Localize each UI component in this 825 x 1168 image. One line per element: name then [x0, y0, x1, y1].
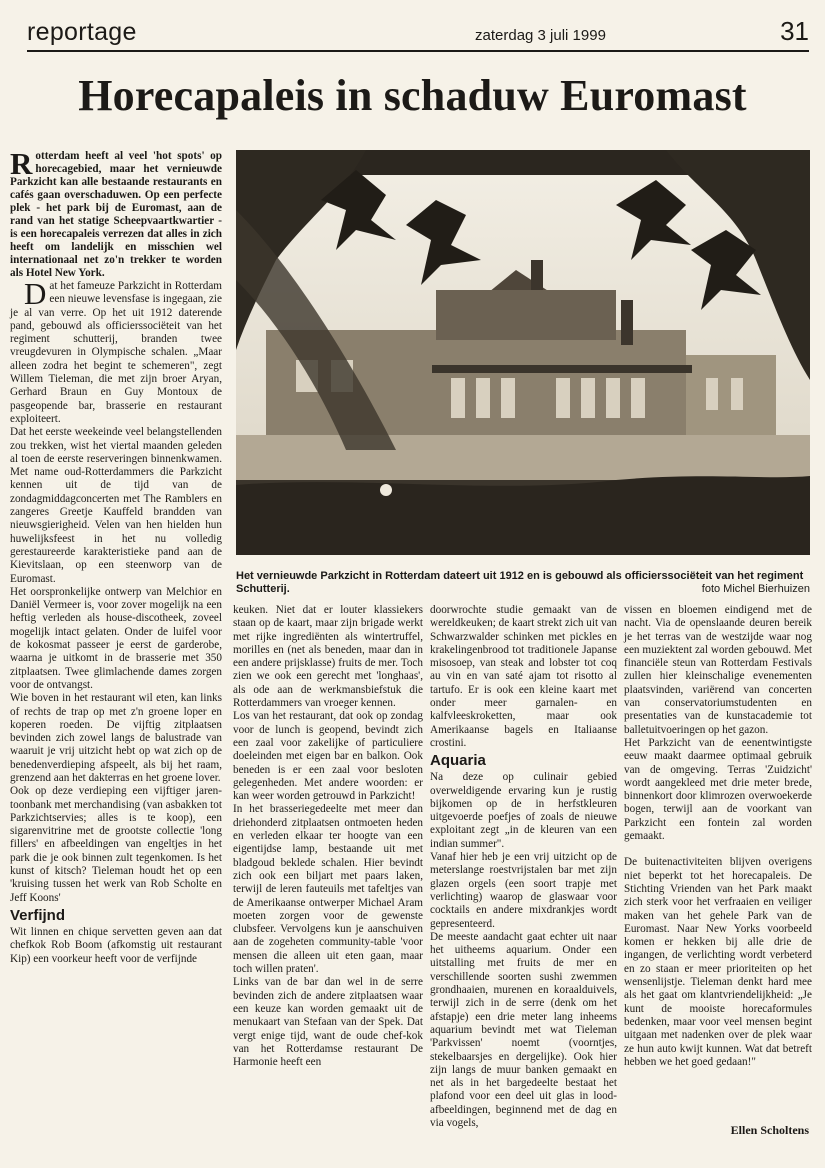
column-4: [624, 604, 812, 1069]
photo-credit: foto Michel Bierhuizen: [701, 583, 810, 595]
body-paragraph: De meeste aandacht gaat echter uit naar het uitheems aquarium. Onder een uitstalling met fruits de mer en verschillende soorten sushi zwemmen grondhaaien, murenen en koraalduivels, terwijl zich in de serre (denk om het afstapje) een drie meter lang inheems aquarium bevindt met wat Tieleman 'Parkvissen' noemt (voorntjes, stekelbaarsjes en dergelijke). Ook hier zijn langs de muur banken gemaakt en net als in het bargedeelte bestaat het plafond voor een deel uit glas in lood-afbeeldingen, beginnend met de dag en via vogels,: [430, 930, 617, 1129]
intro-paragraph: Rotterdam heeft al veel 'hot spots' op horecagebied, maar het vernieuwde Parkzicht kan alle bestaande restaurants en cafés gaan overschaduwen. Op een perfecte plek - het park bij de Euromast, aan de rand van het statige Scheepvaartkwartier - is een horecapaleis verrezen dat alles in zich heeft om landelijk en misschien wel internationaal net zo'n trekker te worden als Hotel New York.: [10, 146, 222, 279]
intro-dropcap: R: [10, 146, 33, 181]
column-1: [10, 146, 222, 966]
body-paragraph: Dat het fameuze Parkzicht in Rotterdam een nieuwe levensfase is ingegaan, zie je al van verre. Op het uit 1912 daterende pand, gebouwd als officierssociëteit van het regiment schutterij, branden twee vreugdevuren in Olympische schalen. „Maar alleen zodra het begint te schemeren", zegt Willem Tieleman, die met zijn broer Aryan, Gerhard Braun en Guy Montoux de pasgeopende bar, brasserie en restaurant exploiteert.: [10, 276, 222, 425]
page-number: 31: [780, 16, 809, 46]
subheading-verfijnd: Verfijnd: [10, 906, 66, 924]
body-paragraph: Wit linnen en chique servetten geven aan dat chefkok Rob Boom (afkomstig uit restaurant Kip) een voorkeur heeft voor de verfijnde: [10, 925, 222, 965]
body-paragraph: Na deze op culinair gebied overweldigende ervaring kun je rustig bijkomen op de in herfstkleuren uitgevoerde poefjes of zoals de nieuwe exploitant zegt „in de kleuren van een indian summer".: [430, 771, 617, 850]
section-label: reportage: [27, 18, 137, 46]
author-signature: Ellen Scholtens: [730, 1123, 809, 1137]
subheading-aquaria: Aquaria: [430, 752, 486, 770]
body-paragraph: Dat het eerste weekeinde veel belangstellenden zou trekken, wist het viertal maanden geleden al toen de eerste reserveringen binnenkwamen. Met name oud-Rotterdammers die Parkzicht kennen uit de tijd van de zondagmiddagconcerten met The Ramblers en zangeres Greetje Kauffeld brandden van nieuwsgierigheid. Velen van hen hielden hun huwelijksfeest in het nu volledig gerestaureerde karakteristieke pand aan de Kievitslaan, op een steenworp van de Euromast.: [10, 426, 222, 585]
page-header: [27, 14, 809, 52]
parkzicht-building-photo: [236, 150, 810, 555]
column-2: [233, 604, 423, 1069]
body-dropcap: D: [24, 276, 47, 311]
body-paragraph: Wie boven in het restaurant wil eten, kan links of rechts de trap op met z'n groene loper en koperen roeden. De vijftig zitplaatsen bevinden zich zowel langs de balustrade van waaruit je vrij uitzicht hebt op wat zich op de benedenverdieping afspeelt, als bij het raam, grenzend aan het dakterras en het groene lover.: [10, 692, 222, 784]
body-paragraph: Links van de bar dan wel in de serre bevinden zich de andere zitplaatsen waar een keuze kan worden gemaakt uit de menukaart van Stefaan van der Spek. Dat vergt enige tijd, want de oude chef-kok van het Rotterdamse restaurant De Harmonie heeft een: [233, 976, 423, 1069]
body-paragraph: vissen en bloemen eindigend met de nacht. Via de openslaande deuren bereik je het terras van de westzijde waar nog een muziektent zal worden gebouwd. Met financiële steun van Rotterdam Festivals zullen hier kleinschalige evenementen plaatsvinden, variërend van concerten van conservatoriumstudenten en presentaties van de kunstacademie tot balletuitvoeringen op het gazon.: [624, 604, 812, 736]
body-paragraph: De buitenactiviteiten blijven overigens niet beperkt tot het horecapaleis. De Stichting Vrienden van het Park maakt zich sterk voor het verfraaien en veiliger maken van het gehele Park van de Euromast. Naar New Yorks voorbeeld komen er hekken bij alle drie de ingangen, de verlichting wordt verbeterd en zo staan er meer prioriteiten op het wensenlijstje. Tieleman denkt hard mee als het gaat om klantvriendelijkheid: „Je kunt de mooiste horecaformules bedenken, maar voor veel mensen begint uitgaan met nadenken over de plek waar ze hun auto kwijt kunnen. Wat dat betreft hebben we het goed gedaan!": [624, 856, 812, 1068]
body-paragraph: Los van het restaurant, dat ook op zondag voor de lunch is geopend, bevindt zich een zaal voor zakelijke of particuliere doeleinden met eigen bar en balkon. Ook beneden is er een zaal voor besloten gelegenheden. Met andere woorden: er kan weer worden getrouwd in Parkzicht!: [233, 710, 423, 803]
article-headline: Horecapaleis in schaduw Euromast: [78, 71, 747, 120]
column-3: [430, 604, 617, 1130]
article-photo: [236, 150, 810, 555]
body-paragraph: Het oorspronkelijke ontwerp van Melchior en Daniël Vermeer is, voor zover mogelijk na een heftig verleden als house-discotheek, zoveel mogelijk intact gelaten. Onder de luifel voor de kokosmat passeer je eerst de garderobe, waarna je uitkomt in de brasserie met 350 zitplaatsen. Twee glimlachende dames zorgen voor de ontvangst.: [10, 585, 222, 691]
photo-caption: Het vernieuwde Parkzicht in Rotterdam dateert uit 1912 en is gebouwd als officierssociëteit van het regiment Schutterij.: [236, 570, 804, 595]
body-paragraph: Het Parkzicht van de eenentwintigste eeuw maakt daarmee optimaal gebruik van de omgeving. Terras 'Zuidzicht' wordt aangekleed met drie meter brede, binnenkort door klimrozen overwoekerde bogen, terwijl aan de voorkant van Parkzicht een fontein zal worden gemaakt.: [624, 736, 812, 843]
issue-date: zaterdag 3 juli 1999: [475, 27, 606, 44]
body-paragraph: Ook op deze verdieping een vijftiger jaren-toonbank met merchandising (van asbakken tot Parkzichtservies; alles is te koop), een sigarenvitrine met de grootste collectie 'long fillers' en afbeeldingen van engeltjes in het park die je ook binnen zult tegenkomen. Is het kunst of kitsch? Tieleman houdt het op een 'kruising tussen het werk van Rob Scholte en Jeff Koons': [10, 785, 222, 904]
body-paragraph: keuken. Niet dat er louter klassiekers staan op de kaart, maar zijn brigade werkt met rijke ingrediënten als wintertruffel, morilles en (net als beneden, maar dan in een andere prijsklasse) fruits de mer. Toch zien we ook een gerecht met 'longhaas', als ode aan de werkmansbiefstuk die Rotterdammers van vroeger kennen.: [233, 604, 423, 710]
body-paragraph: In het brasseriegedeelte met meer dan driehonderd zitplaatsen ontmoeten heden en verleden elkaar ter hoogte van een eigentijdse lamp, bestaande uit met bladgoud beklede schalen. Hier bevindt zich ook een biljart met paars laken, terwijl de leren fauteuils met tafeltjes van de Amerikaanse ontwerper Michael Aram moeten zorgen voor de gewenste clubsfeer. Vervolgens kun je aanschuiven aan de zogeheten community-table 'voor mensen die alleen uit eten gaan, maar toch willen praten'.: [233, 803, 423, 976]
body-paragraph: Vanaf hier heb je een vrij uitzicht op de meterslange roestvrijstalen bar met zijn glazen orgels (een soort trapje met verlichting) waarop de glaswaar voor cocktails en andere mixdrankjes wordt gepresenteerd.: [430, 851, 617, 930]
body-paragraph: doorwrochte studie gemaakt van de wereldkeuken; de kaart strekt zich uit van Schwarzwalder schinken met pickles en krakelingenbrood tot traditionele Japanse misosoep, van steak and lobster tot coq au vin en van saté ajam tot risotto al tartufo. Er is ook een kleine kaart met onder meer garnalen- en kalfvleeskroketten, maar ook Amerikaanse bagels en Italiaanse crostini.: [430, 604, 618, 749]
